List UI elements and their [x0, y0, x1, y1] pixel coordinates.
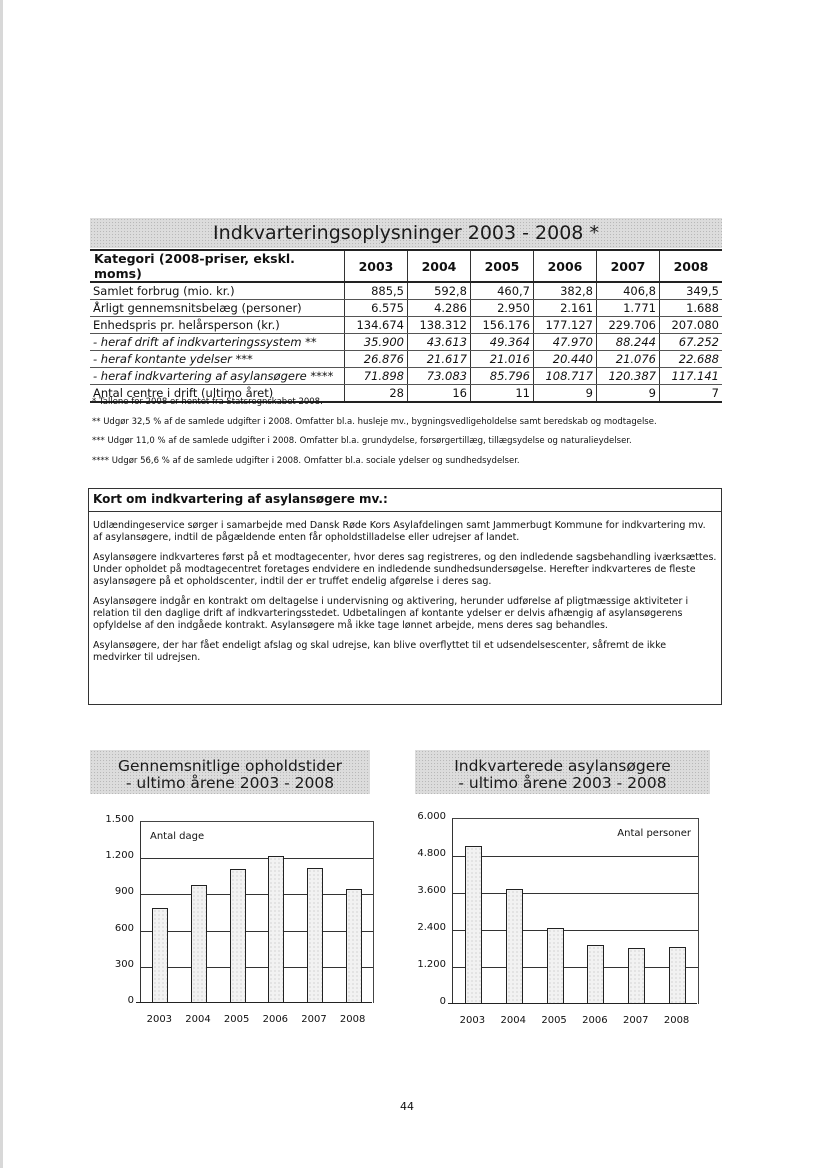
footnotes — [92, 393, 732, 471]
info-paragraph: Asylansøgere indgår en kontrakt om deltagelse i undervisning og aktivering, herunder udførelse af pligtmæssige aktiviteter i relation til den daglige drift af indkvarteringsstedet. Udbetalingen af kontante ydelser er delvis afhængig af asylansøgerens opfyldelse af den indgåede kontrakt. Asylansøgere må ikke tage lønnet arbejde, mens deres sag behandles. — [93, 596, 689, 631]
cell-value: 20.440 — [534, 351, 597, 368]
chart-title-line: Indkvarterede asylansøgere — [454, 757, 671, 775]
chart-title-line: Gennemsnitlige opholdstider — [117, 757, 342, 775]
row-label: - heraf indkvartering af asylansøgere **** — [90, 368, 345, 385]
cell-value: 88.244 — [597, 334, 660, 351]
gridline — [453, 930, 698, 931]
bar — [268, 856, 284, 1003]
x-tick-label: 2005 — [541, 1015, 567, 1026]
x-tick-label: 2004 — [185, 1014, 211, 1025]
bar — [628, 948, 645, 1004]
gridline — [141, 894, 373, 895]
cell-value: 1.771 — [597, 300, 660, 317]
bar — [587, 945, 604, 1004]
table-row — [90, 300, 722, 317]
y-tick-label: 300 — [114, 958, 134, 970]
bar — [547, 928, 564, 1004]
bar — [669, 947, 686, 1004]
cell-value: 4.286 — [408, 300, 471, 317]
info-paragraph: Asylansøgere, der har fået endeligt afslag og skal udrejse, kan blive overflyttet til et udsendelsescenter, såfremt de ikke medvirker til udrejsen. — [93, 640, 667, 663]
x-tick-label: 2004 — [500, 1015, 526, 1026]
row-label: - heraf kontante ydelser *** — [90, 351, 345, 368]
page-edge — [0, 0, 3, 1168]
cell-value: 11 — [471, 385, 534, 403]
x-tick-label: 2008 — [339, 1014, 366, 1025]
table-row — [90, 317, 722, 334]
gridline — [453, 856, 698, 857]
cell-value: 43.613 — [408, 334, 471, 351]
info-paragraph: Udlændingeservice sørger i samarbejde med Dansk Røde Kors Asylafdelingen samt Jammerbugt Kommune for indkvartering mv. af asylansøgere, indtil de pågældende enten får opholdstilladelse eller udrejser af landet. — [93, 520, 706, 543]
cell-value: 21.016 — [471, 351, 534, 368]
accommodation-table — [90, 249, 722, 403]
y-tick-label: 1.200 — [417, 959, 446, 970]
asylum-seekers-chart — [400, 810, 710, 1035]
table-row — [90, 282, 722, 300]
cell-value: 2.950 — [471, 300, 534, 317]
plot-area — [140, 821, 374, 1003]
cell-value: 1.688 — [660, 300, 723, 317]
table-row — [90, 334, 722, 351]
gridline — [141, 967, 373, 968]
row-label: Årligt gennemsnitsbelæg (personer) — [90, 300, 345, 317]
x-tick-label: 2007 — [623, 1015, 649, 1026]
plot-area — [452, 818, 699, 1004]
cell-value: 22.688 — [660, 351, 723, 368]
chart-title-stay-duration — [90, 750, 370, 794]
x-tick-label: 2003 — [146, 1014, 173, 1025]
y-tick-label: 600 — [114, 922, 134, 934]
y-tick-label: 0 — [439, 996, 446, 1007]
row-label: Samlet forbrug (mio. kr.) — [90, 282, 345, 300]
x-tick-label: 2006 — [582, 1015, 608, 1026]
footnote: * Tallene for 2008 er hentet fra Statsregnskabet 2008. — [92, 397, 323, 407]
cell-value: 9 — [597, 385, 660, 403]
cell-value: 6.575 — [345, 300, 408, 317]
chart-title-line: - ultimo årene 2003 - 2008 — [125, 774, 335, 792]
cell-value: 120.387 — [597, 368, 660, 385]
header-category: Kategori (2008-priser, ekskl. moms) — [90, 250, 345, 282]
gridline — [141, 931, 373, 932]
header-year: 2007 — [597, 250, 660, 282]
cell-value: 16 — [408, 385, 471, 403]
table-row — [90, 351, 722, 368]
y-tick-label: 6.000 — [417, 811, 446, 822]
bar — [152, 908, 168, 1003]
cell-value: 28 — [345, 385, 408, 403]
page-number: 44 — [400, 1100, 414, 1113]
cell-value: 26.876 — [345, 351, 408, 368]
cell-value: 67.252 — [660, 334, 723, 351]
cell-value: 47.970 — [534, 334, 597, 351]
stay-duration-chart — [90, 815, 380, 1035]
y-tick-label: 2.400 — [417, 922, 446, 933]
x-tick-label: 2006 — [262, 1014, 289, 1025]
header-year: 2008 — [660, 250, 723, 282]
cell-value: 349,5 — [660, 282, 723, 300]
cell-value: 177.127 — [534, 317, 597, 334]
table-header-row — [90, 250, 722, 282]
unit-label: Antal personer — [617, 828, 691, 839]
footnote: **** Udgør 56,6 % af de samlede udgifter i 2008. Omfatter bl.a. sociale ydelser og sundhedsydelser. — [92, 455, 520, 466]
cell-value: 134.674 — [345, 317, 408, 334]
bar — [230, 869, 246, 1003]
row-label: Enhedspris pr. helårsperson (kr.) — [90, 317, 345, 334]
cell-value: 9 — [534, 385, 597, 403]
cell-value: 21.617 — [408, 351, 471, 368]
cell-value: 229.706 — [597, 317, 660, 334]
unit-label: Antal dage — [150, 831, 205, 842]
x-axis — [448, 1003, 697, 1004]
bar — [307, 868, 323, 1003]
row-label: - heraf drift af indkvarteringssystem ** — [90, 334, 345, 351]
bar — [191, 885, 207, 1003]
chart-title-asylum-seekers — [415, 750, 710, 794]
y-tick-label: 3.600 — [417, 885, 446, 896]
x-tick-label: 2008 — [663, 1015, 690, 1026]
header-year: 2006 — [534, 250, 597, 282]
bar — [346, 889, 362, 1003]
bar — [506, 889, 523, 1004]
table-row — [90, 368, 722, 385]
info-box-heading: Kort om indkvartering af asylansøgere mv.: — [89, 489, 721, 512]
cell-value: 138.312 — [408, 317, 471, 334]
cell-value: 406,8 — [597, 282, 660, 300]
cell-value: 885,5 — [345, 282, 408, 300]
footnote: ** Udgør 32,5 % af de samlede udgifter i 2008. Omfatter bl.a. husleje mv., bygningsvedligeholdelse samt beredskab og modtagelse. — [92, 416, 657, 427]
header-year: 2004 — [408, 250, 471, 282]
x-tick-label: 2007 — [301, 1014, 327, 1025]
cell-value: 207.080 — [660, 317, 723, 334]
cell-value: 71.898 — [345, 368, 408, 385]
cell-value: 156.176 — [471, 317, 534, 334]
cell-value: 35.900 — [345, 334, 408, 351]
header-year: 2003 — [345, 250, 408, 282]
y-tick-label: 900 — [114, 886, 134, 898]
cell-value: 73.083 — [408, 368, 471, 385]
cell-value: 7 — [660, 385, 723, 403]
cell-value: 85.796 — [471, 368, 534, 385]
table-title: Indkvarteringsoplysninger 2003 - 2008 * — [90, 218, 722, 248]
cell-value: 108.717 — [534, 368, 597, 385]
gridline — [141, 858, 373, 859]
cell-value: 117.141 — [660, 368, 723, 385]
x-tick-label: 2003 — [459, 1015, 486, 1026]
cell-value: 2.161 — [534, 300, 597, 317]
cell-value: 49.364 — [471, 334, 534, 351]
cell-value: 460,7 — [471, 282, 534, 300]
gridline — [453, 967, 698, 968]
footnote: *** Udgør 11,0 % af de samlede udgifter i 2008. Omfatter bl.a. grundydelse, forsørgertillæg, tillægsydelse og naturalieydelser. — [92, 436, 632, 446]
bar — [465, 846, 482, 1004]
cell-value: 592,8 — [408, 282, 471, 300]
cell-value: 21.076 — [597, 351, 660, 368]
header-year: 2005 — [471, 250, 534, 282]
y-tick-label: 1.200 — [105, 850, 134, 862]
info-box — [88, 488, 722, 705]
x-tick-label: 2005 — [223, 1014, 250, 1025]
row-label: Antal centre i drift (ultimo året) — [90, 385, 345, 403]
y-tick-label: 1.500 — [105, 814, 134, 825]
info-paragraph: Asylansøgere indkvarteres først på et modtagecenter, hvor deres sag registreres, og den indledende sagsbehandling iværksættes. Under opholdet på modtagecentret foretages endvidere en indledende sundhedsundersøgelse. Herefter indkvarteres de fleste asylansøgere på et opholdscenter, indtil der er truffet endelig afgørelse i deres sag. — [93, 552, 717, 587]
x-axis — [136, 1002, 372, 1003]
y-tick-label: 0 — [127, 995, 134, 1006]
gridline — [453, 893, 698, 894]
cell-value: 382,8 — [534, 282, 597, 300]
chart-title-line: - ultimo årene 2003 - 2008 — [458, 774, 667, 792]
y-tick-label: 4.800 — [417, 848, 446, 859]
